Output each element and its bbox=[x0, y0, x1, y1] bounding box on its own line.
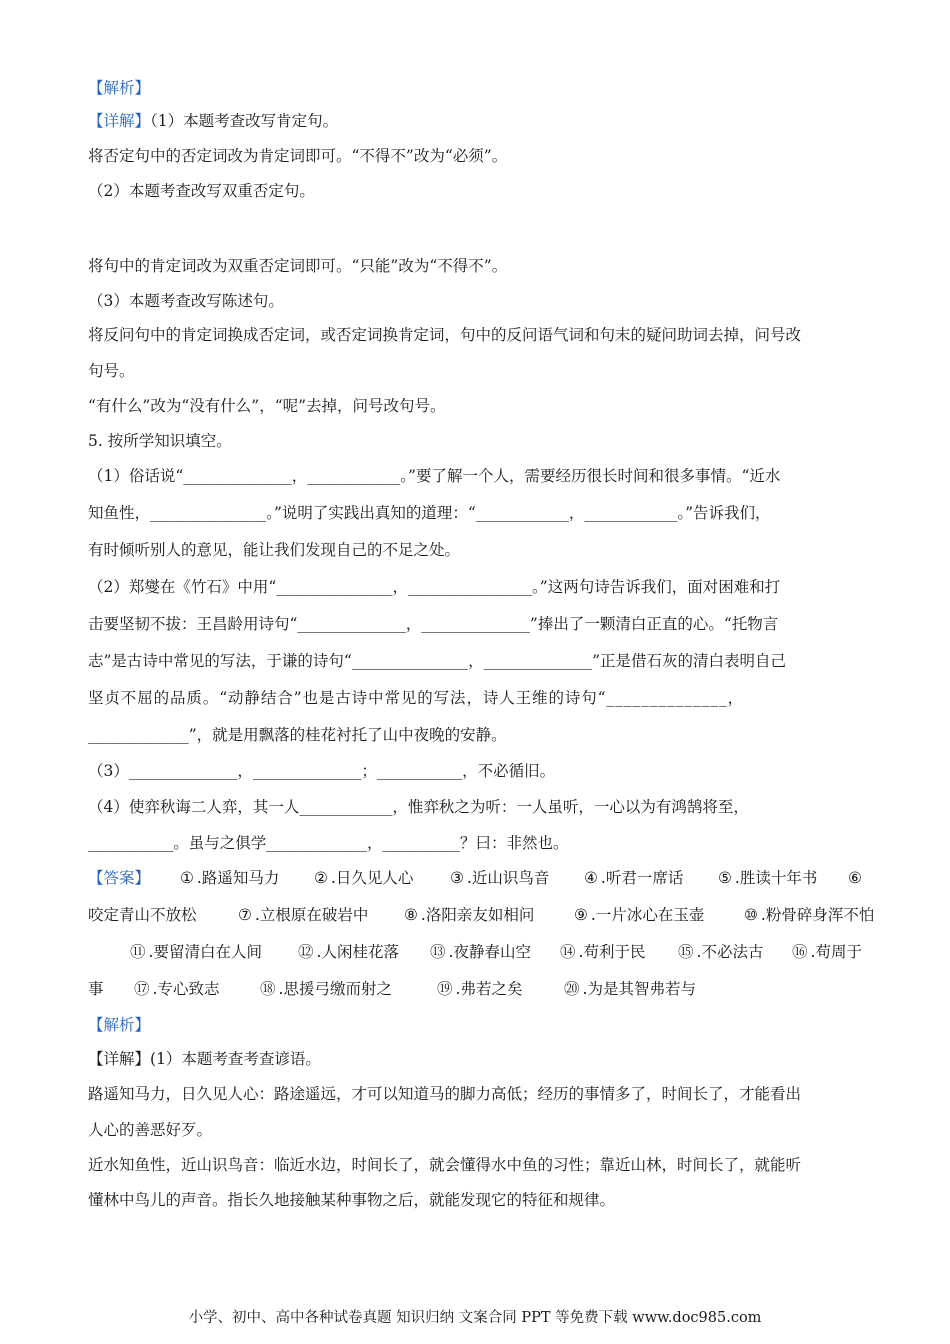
text-line: 将否定句中的否定词改为肯定词即可。“不得不”改为“必须”。 bbox=[88, 147, 508, 165]
text-line: 懂林中鸟儿的声音。指长久地接触某种事物之后，就能发现它的特征和规律。 bbox=[88, 1191, 616, 1209]
detail-text: （1）本题考查改写肯定句。 bbox=[150, 112, 339, 130]
detail-label: 【详解】 bbox=[88, 112, 151, 130]
question-line: （3）______________，______________；___________，不必循旧。 bbox=[88, 762, 556, 780]
answer-item: ① .路遥知马力 bbox=[180, 869, 280, 887]
text-line: 将反问句中的肯定词换成否定词，或否定词换肯定词，句中的反问语气词和句末的疑问助词去掉，问号改 bbox=[88, 326, 802, 344]
answer-item: ⑳ .为是其智弗若与 bbox=[564, 980, 696, 998]
analysis-label: 【解析】 bbox=[88, 79, 151, 97]
text-line: 将句中的肯定词改为双重否定词即可。“只能”改为“不得不”。 bbox=[88, 257, 508, 275]
question-line: （4）使弈秋诲二人弈，其一人____________，惟弈秋之为听：一人虽听，一心以为有鸿鹄将至， bbox=[88, 798, 749, 816]
text-line: 路遥知马力，日久见人心：路途遥远，才可以知道马的脚力高低；经历的事情多了，时间长了，才能看出 bbox=[88, 1085, 802, 1103]
answer-item: ⑪ .要留清白在人间 bbox=[130, 943, 262, 961]
question-line: 有时倾听别人的意见，能让我们发现自己的不足之处。 bbox=[88, 541, 461, 559]
analysis-label: 【解析】 bbox=[88, 1016, 151, 1034]
question-line: 坚贞不屈的品质。“动静结合”也是古诗中常见的写法，诗人王维的诗句“______________， bbox=[88, 689, 744, 707]
answer-item: ⑱ .思援弓缴而射之 bbox=[260, 980, 392, 998]
answer-item: 咬定青山不放松 bbox=[88, 906, 197, 924]
answer-item: ⑧ .洛阳亲友如相问 bbox=[404, 906, 535, 924]
answer-item: ⑯ .苟周于 bbox=[792, 943, 862, 961]
answer-item: ⑥ bbox=[848, 869, 862, 887]
footer-text: 小学、初中、高中各种试卷真题 知识归纳 文案合同 PPT 等免费下载 www.doc985.com bbox=[188, 1310, 762, 1326]
question-line: ___________。虽与之俱学_____________，__________？曰：非然也。 bbox=[88, 834, 569, 852]
text-line: （3）本题考查改写陈述句。 bbox=[88, 292, 284, 310]
question-line: 志”是古诗中常见的写法，于谦的诗句“_______________，______________”正是借石灰的清白表明自己 bbox=[88, 652, 787, 670]
detail-line bbox=[88, 111, 338, 131]
answer-item: ⑬ .夜静春山空 bbox=[430, 943, 531, 961]
answer-item: ⑰ .专心致志 bbox=[134, 980, 220, 998]
question-title: 5. 按所学知识填空。 bbox=[88, 432, 232, 450]
answer-item: ⑭ .苟利于民 bbox=[560, 943, 646, 961]
answer-item: ③ .近山识鸟音 bbox=[450, 869, 550, 887]
answer-item: ⑲ .弗若之矣 bbox=[437, 980, 523, 998]
text-line: “有什么”改为“没有什么”，“呢”去掉，问号改句号。 bbox=[88, 397, 446, 415]
detail-text: (1）本题考查考查谚语。 bbox=[150, 1050, 321, 1068]
question-line: _____________”，就是用飘落的桂花衬托了山中夜晚的安静。 bbox=[88, 726, 507, 744]
answer-item-cont: 事 bbox=[88, 980, 104, 998]
answer-item: ④ .听君一席话 bbox=[584, 869, 684, 887]
answer-label: 【答案】 bbox=[88, 869, 151, 887]
text-line: （2）本题考查改写双重否定句。 bbox=[88, 182, 315, 200]
answer-item: ⑦ .立根原在破岩中 bbox=[238, 906, 369, 924]
question-line: （2）郑燮在《竹石》中用“_______________，________________。”这两句诗告诉我们，面对困难和打 bbox=[88, 578, 781, 596]
detail-label: 【详解】 bbox=[88, 1050, 151, 1068]
question-line: 击要坚韧不拔：王昌龄用诗句“______________，______________”捧出了一颗清白正直的心。“托物言 bbox=[88, 615, 779, 633]
answer-item: ⑨ .一片冰心在玉壶 bbox=[574, 906, 705, 924]
answer-item: ⑤ .胜读十年书 bbox=[718, 869, 818, 887]
answer-item: ⑫ .人闲桂花落 bbox=[298, 943, 399, 961]
detail-line bbox=[88, 1049, 321, 1069]
question-line: （1）俗话说“______________，____________。”要了解一个人，需要经历很长时间和很多事情。“近水 bbox=[88, 467, 781, 485]
answer-item: ② .日久见人心 bbox=[314, 869, 414, 887]
answer-item: ⑩ .粉骨碎身浑不怕 bbox=[744, 906, 875, 924]
text-line: 句号。 bbox=[88, 362, 135, 380]
text-line: 人心的善恶好歹。 bbox=[88, 1121, 213, 1139]
answer-item: ⑮ .不必法古 bbox=[678, 943, 764, 961]
text-line: 近水知鱼性，近山识鸟音：临近水边，时间长了，就会懂得水中鱼的习性；靠近山林，时间长了，就能听 bbox=[88, 1156, 802, 1174]
question-line: 知鱼性，_______________。”说明了实践出真知的道理：“____________，____________。”告诉我们， bbox=[88, 504, 771, 522]
